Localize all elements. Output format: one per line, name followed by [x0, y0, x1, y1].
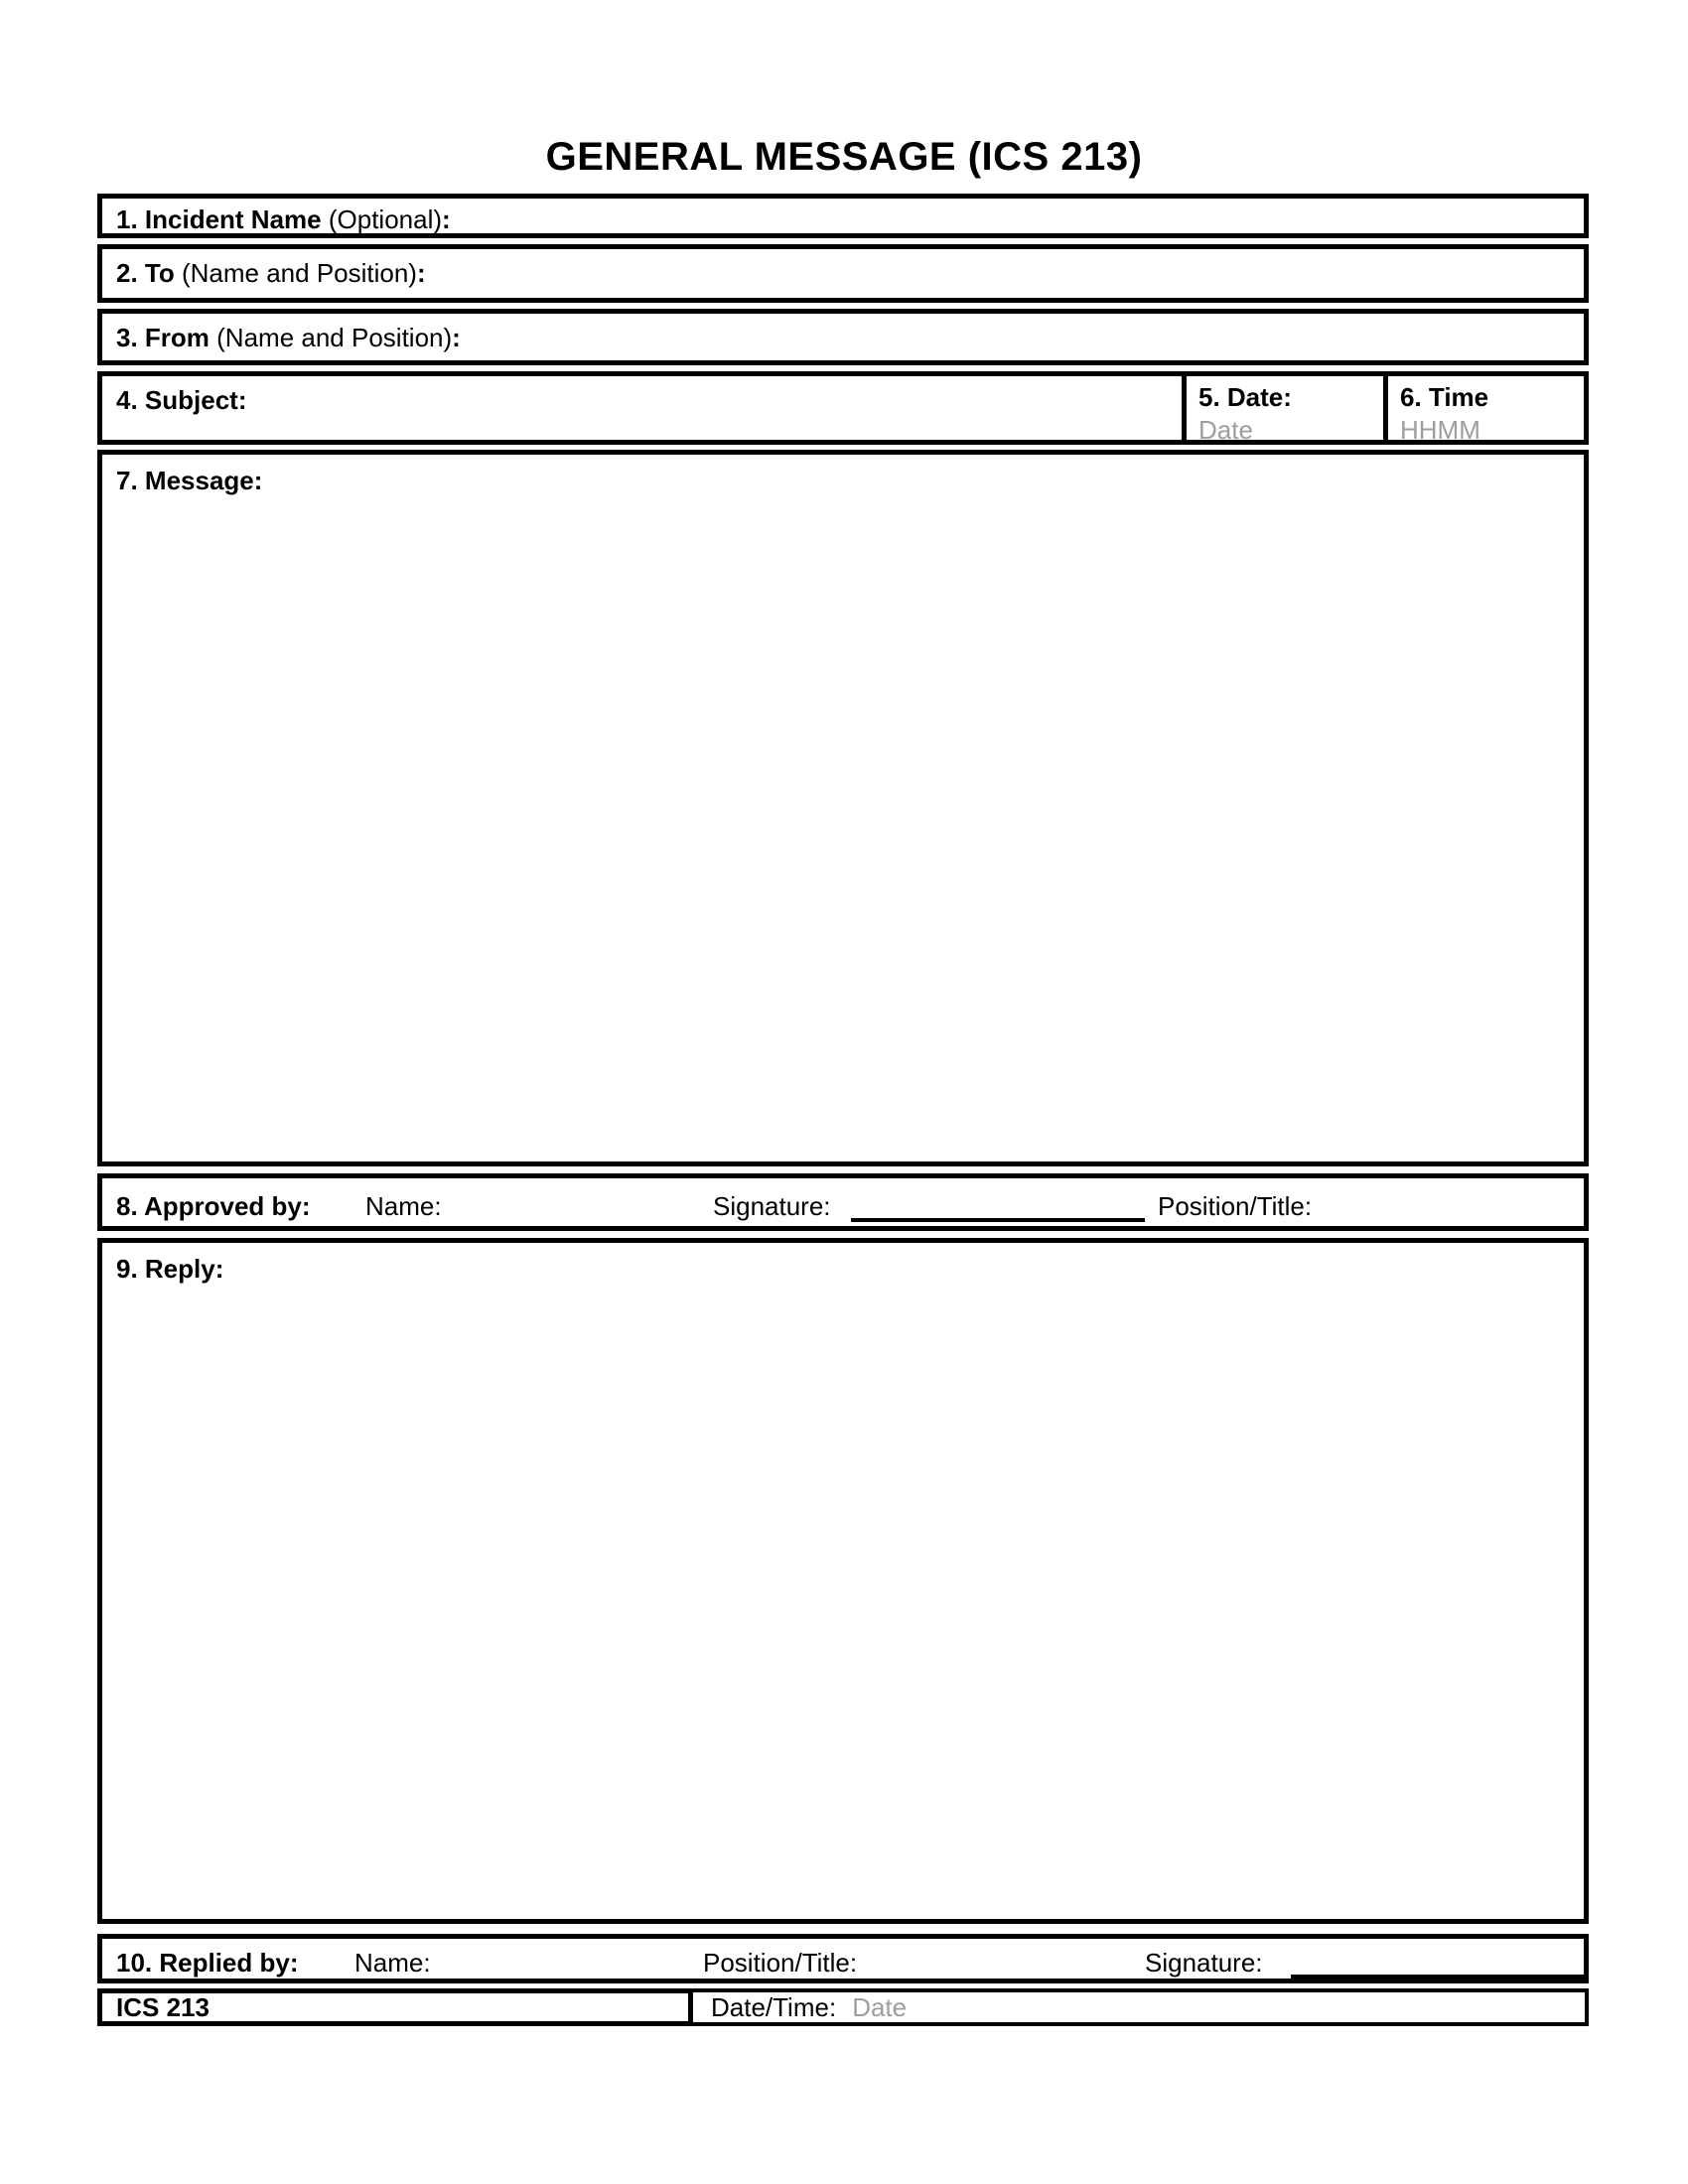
- row-subject-date-time: [97, 371, 1589, 445]
- from-label-note: (Name and Position): [209, 323, 453, 352]
- from-label-colon: :: [452, 323, 461, 352]
- row-approved-by: [97, 1173, 1589, 1231]
- time-input[interactable]: HHMM: [1400, 415, 1480, 445]
- to-label-colon: :: [416, 258, 426, 288]
- to-label-bold: 2. To: [116, 258, 175, 288]
- message-label: 7. Message:: [116, 466, 263, 495]
- footer-datetime-cell: [691, 1988, 1589, 2026]
- time-label: 6. Time: [1400, 382, 1489, 412]
- reply-label: 9. Reply:: [116, 1254, 224, 1284]
- subject-label: 4. Subject:: [116, 385, 247, 415]
- replied-signature-line[interactable]: [1291, 1975, 1585, 1979]
- replied-by-label: 10. Replied by:: [116, 1948, 299, 1978]
- from-label: [116, 322, 461, 353]
- incident-name-label: [116, 204, 451, 235]
- date-cell: [1182, 376, 1383, 445]
- from-label-bold: 3. From: [116, 323, 210, 352]
- form-id-label: ICS 213: [116, 1991, 210, 2022]
- row-to: [97, 244, 1589, 303]
- approved-signature-line[interactable]: [851, 1218, 1145, 1222]
- row-reply: [97, 1238, 1589, 1924]
- incident-name-label-colon: :: [442, 205, 451, 234]
- replied-name-input[interactable]: [445, 1943, 683, 1975]
- footer-datetime-label: Date/Time:: [711, 1991, 837, 2022]
- approved-signature-label: Signature:: [713, 1191, 831, 1221]
- approved-position-label: Position/Title:: [1158, 1191, 1313, 1221]
- incident-name-label-bold: 1. Incident Name: [116, 205, 322, 234]
- approved-name-label: Name:: [365, 1191, 442, 1221]
- replied-signature-label: Signature:: [1145, 1948, 1263, 1978]
- message-input[interactable]: [107, 504, 1579, 1157]
- date-label: 5. Date:: [1198, 382, 1292, 412]
- replied-position-label: Position/Title:: [703, 1948, 858, 1978]
- incident-name-input[interactable]: [451, 204, 1570, 228]
- form-title: GENERAL MESSAGE (ICS 213): [545, 135, 1143, 179]
- time-cell: [1383, 376, 1584, 445]
- row-from: [97, 309, 1589, 365]
- approved-name-input[interactable]: [455, 1182, 693, 1222]
- subject-input[interactable]: [246, 384, 1168, 432]
- incident-name-label-note: (Optional): [321, 205, 443, 234]
- to-label-note: (Name and Position): [174, 258, 417, 288]
- from-input[interactable]: [461, 322, 1570, 352]
- to-input[interactable]: [426, 257, 1570, 290]
- ics-213-form: [97, 194, 1589, 2026]
- row-replied-by: [97, 1934, 1589, 1983]
- approved-by-label: 8. Approved by:: [116, 1191, 311, 1221]
- row-message: [97, 450, 1589, 1166]
- row-incident-name: [97, 194, 1589, 238]
- date-input[interactable]: Date: [1198, 415, 1253, 445]
- form-id-cell: [97, 1988, 693, 2026]
- replied-position-input[interactable]: [882, 1943, 1120, 1975]
- to-label: [116, 257, 426, 289]
- approved-position-input[interactable]: [1334, 1182, 1576, 1222]
- replied-name-label: Name:: [354, 1948, 431, 1978]
- subject-cell: [102, 376, 1182, 440]
- form-footer: [97, 1988, 1589, 2026]
- footer-datetime-input[interactable]: Date: [852, 1991, 908, 2022]
- reply-input[interactable]: [107, 1293, 1579, 1914]
